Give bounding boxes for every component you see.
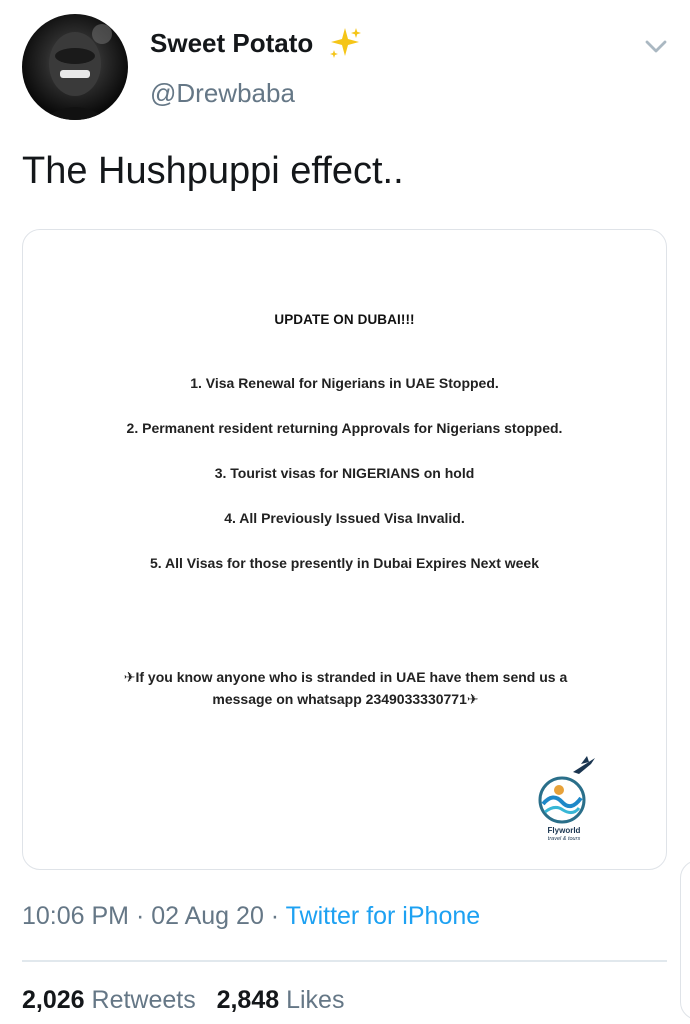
notice-item: 2. Permanent resident returning Approvals for Nigerians stopped. [126,420,563,436]
retweets-count: 2,026 [22,986,85,1014]
tweet-text: The Hushpuppi effect.. [22,150,404,192]
notice-title: UPDATE ON DUBAI!!! [274,312,415,327]
media-card[interactable] [22,229,667,870]
tweet-date: 02 Aug 20 [151,902,264,930]
meta-separator: · [129,902,152,930]
adjacent-card-edge [680,860,690,1020]
likes-count: 2,848 [216,986,280,1014]
retweets-stat[interactable] [22,986,196,1014]
tweet-stats [22,986,344,1015]
tweet-header [0,0,690,140]
likes-label: Likes [286,986,345,1014]
cta-line: message on whatsapp 2349033330771✈ [212,691,479,707]
avatar[interactable] [22,14,128,120]
avatar-image [22,14,128,120]
user-handle[interactable]: @Drewbaba [150,78,295,108]
notice-cta [83,666,608,710]
notice-item: 4. All Previously Issued Visa Invalid. [224,510,465,526]
display-name[interactable]: Sweet Potato [150,28,314,58]
divider [22,960,667,962]
chevron-down-icon[interactable] [640,30,672,62]
tweet-meta [22,902,480,931]
meta-separator: · [263,902,286,930]
retweets-label: Retweets [91,986,196,1014]
sparkles-icon [328,26,362,60]
tweet-source-link[interactable]: Twitter for iPhone [285,902,481,930]
logo-tagline: travel & tours [547,836,581,842]
notice-item: 3. Tourist visas for NIGERIANS on hold [214,465,475,481]
cta-line: ✈If you know anyone who is stranded in UAE have them send us a [123,669,568,685]
logo-name: Flyworld [547,826,581,835]
tweet-time: 10:06 PM [22,902,130,930]
notice-item: 1. Visa Renewal for Nigerians in UAE Stopped. [190,375,499,391]
likes-stat[interactable] [217,986,345,1014]
notice-item: 5. All Visas for those presently in Dubai Expires Next week [149,555,540,571]
